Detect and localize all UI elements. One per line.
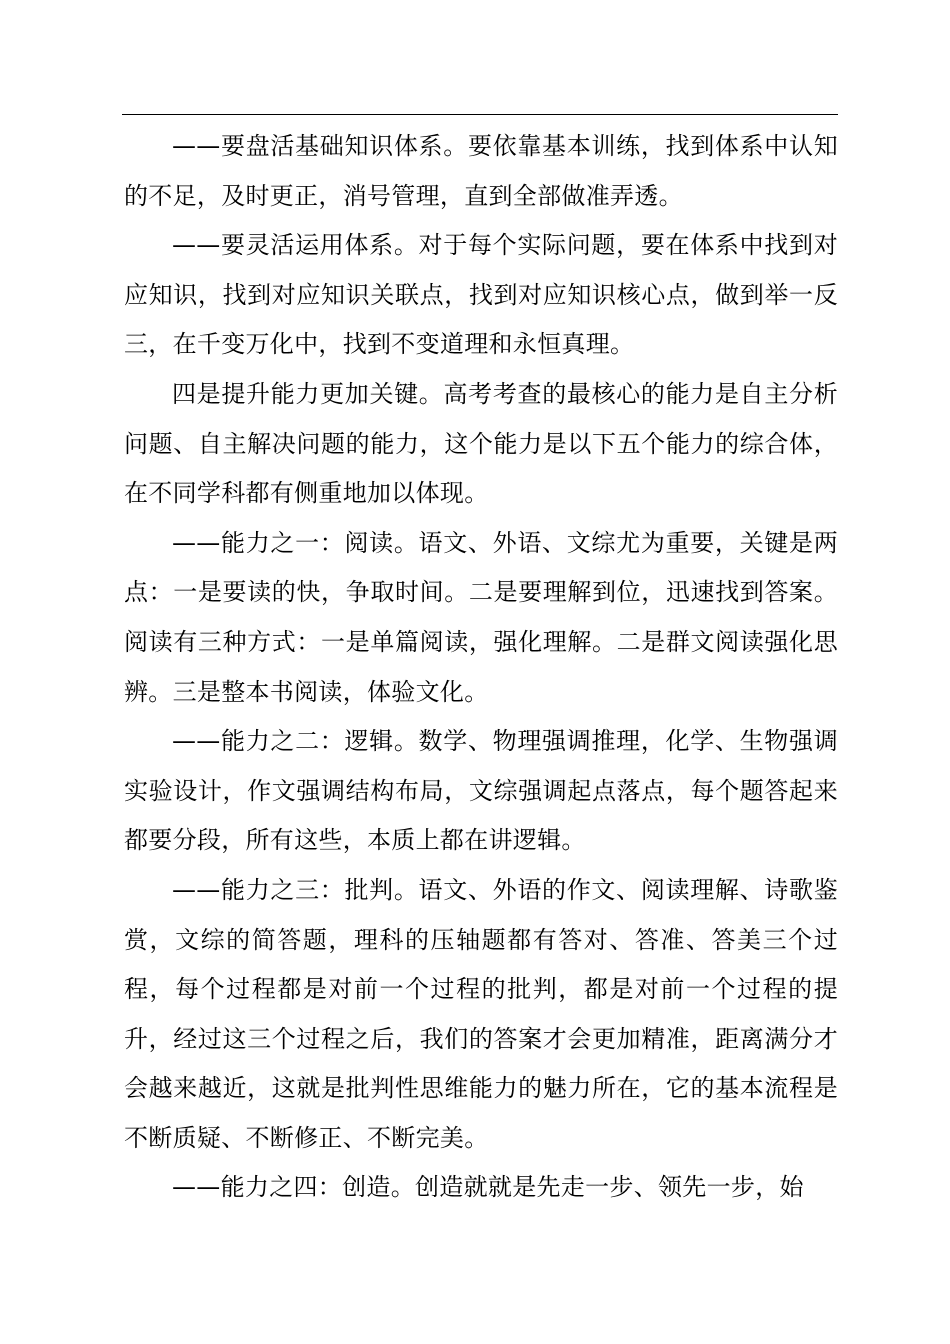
paragraph-ability-critique: ——能力之三：批判。语文、外语的作文、阅读理解、诗歌鉴赏，文综的简答题，理科的压轴题都有答对、答准、答美三个过程，每个过程都是对前一个过程的批判，都是对前一个过程的提升，经过这三个过程之后，我们的答案才会更加精准，距离满分才会越来越近，这就是批判性思维能力的魅力所在，它的基本流程是不断质疑、不断修正、不断完美。: [124, 875, 838, 1152]
header-rule: [122, 114, 838, 115]
paragraph-knowledge-system: ——要盘活基础知识体系。要依靠基本训练，找到体系中认知的不足，及时更正，消号管理，直到全部做准弄透。: [124, 132, 838, 210]
paragraph-ability-reading: ——能力之一：阅读。语文、外语、文综尤为重要，关键是两点：一是要读的快，争取时间。二是要理解到位，迅速找到答案。阅读有三种方式：一是单篇阅读，强化理解。二是群文阅读强化思辨。三是整本书阅读，体验文化。: [124, 528, 838, 706]
paragraph-ability-logic: ——能力之二：逻辑。数学、物理强调推理，化学、生物强调实验设计，作文强调结构布局，文综强调起点落点，每个题答起来都要分段，所有这些，本质上都在讲逻辑。: [124, 727, 838, 855]
body-text: [124, 122, 838, 1213]
paragraph-apply-system: ——要灵活运用体系。对于每个实际问题，要在体系中找到对应知识，找到对应知识关联点，找到对应知识核心点，做到举一反三，在千变万化中，找到不变道理和永恒真理。: [124, 231, 838, 359]
paragraph-ability-key: 四是提升能力更加关键。高考考查的最核心的能力是自主分析问题、自主解决问题的能力，这个能力是以下五个能力的综合体，在不同学科都有侧重地加以体现。: [124, 379, 838, 508]
paragraph-ability-creation: ——能力之四：创造。创造就就是先走一步、领先一步，始: [172, 1173, 804, 1202]
